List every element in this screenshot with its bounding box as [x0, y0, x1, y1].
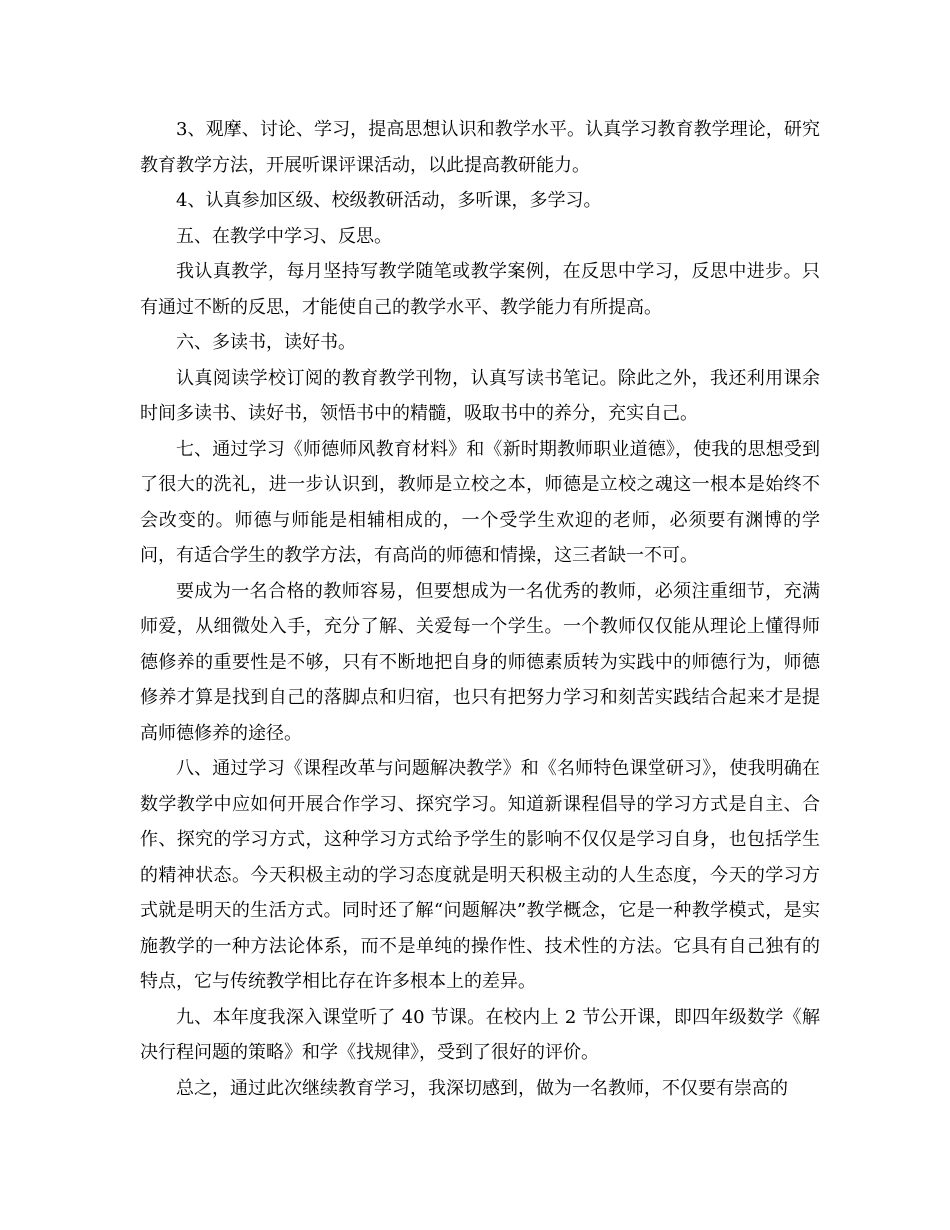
paragraph-observe-discuss: 3、观摩、讨论、学习，提高思想认识和教学水平。认真学习教育教学理论，研究教育教学方法，开展听课评课活动，以此提高教研能力。 — [140, 119, 820, 176]
paragraph-reflection: 我认真教学，每月坚持写教学随笔或教学案例，在反思中学习，反思中进步。只有通过不断的反思，才能使自己的教学水平、教学能力有所提高。 — [140, 261, 820, 318]
heading-read-books: 六、多读书，读好书。 — [176, 332, 356, 353]
paragraph-lessons-observed: 九、本年度我深入课堂听了 40 节课。在校内上 2 节公开课，即四年级数学《解决行程问题的策略》和学《找规律》，受到了很好的评价。 — [140, 1006, 820, 1063]
paragraph-summary: 总之，通过此次继续教育学习，我深切感到，做为一名教师，不仅要有崇高的 — [176, 1077, 788, 1099]
document-body — [140, 112, 820, 1106]
paragraph-reading: 认真阅读学校订阅的教育教学刊物，认真写读书笔记。除此之外，我还利用课余时间多读书、读好书，领悟书中的精髓，吸取书中的养分，充实自己。 — [140, 367, 820, 424]
paragraph-excellent-teacher: 要成为一名合格的教师容易，但要想成为一名优秀的教师，必须注重细节，充满师爱，从细微处入手，充分了解、关爱每一个学生。一个教师仅仅能从理论上懂得师德修养的重要性是不够，只有不断地把自身的师德素质转为实践中的师德行为，师德修养才算是找到自己的落脚点和归宿，也只有把努力学习和刻苦实践结合起来才是提高师德修养的途径。 — [140, 580, 820, 744]
paragraph-research-activities: 4、认真参加区级、校级教研活动，多听课，多学习。 — [176, 190, 602, 211]
heading-learn-and-reflect: 五、在教学中学习、反思。 — [176, 225, 392, 247]
paragraph-curriculum-reform: 八、通过学习《课程改革与问题解决教学》和《名师特色课堂研习》，使我明确在数学教学中应如何开展合作学习、探究学习。知道新课程倡导的学习方式是自主、合作、探究的学习方式，这种学习方式给予学生的影响不仅仅是学习自身，也包括学生的精神状态。今天积极主动的学习态度就是明天积极主动的人生态度，今天的学习方式就是明天的生活方式。同时还了解“问题解决”教学概念，它是一种教学模式，是实施教学的一种方法论体系，而不是单纯的操作性、技术性的方法。它具有自己独有的特点，它与传统教学相比存在许多根本上的差异。 — [140, 758, 820, 992]
paragraph-teacher-ethics: 七、通过学习《师德师风教育材料》和《新时期教师职业道德》，使我的思想受到了很大的洗礼，进一步认识到，教师是立校之本，师德是立校之魂这一根本是始终不会改变的。师德与师能是相辅相成的，一个受学生欢迎的老师，必须要有渊博的学问，有适合学生的教学方法，有高尚的师德和情操，这三者缺一不可。 — [140, 438, 820, 566]
